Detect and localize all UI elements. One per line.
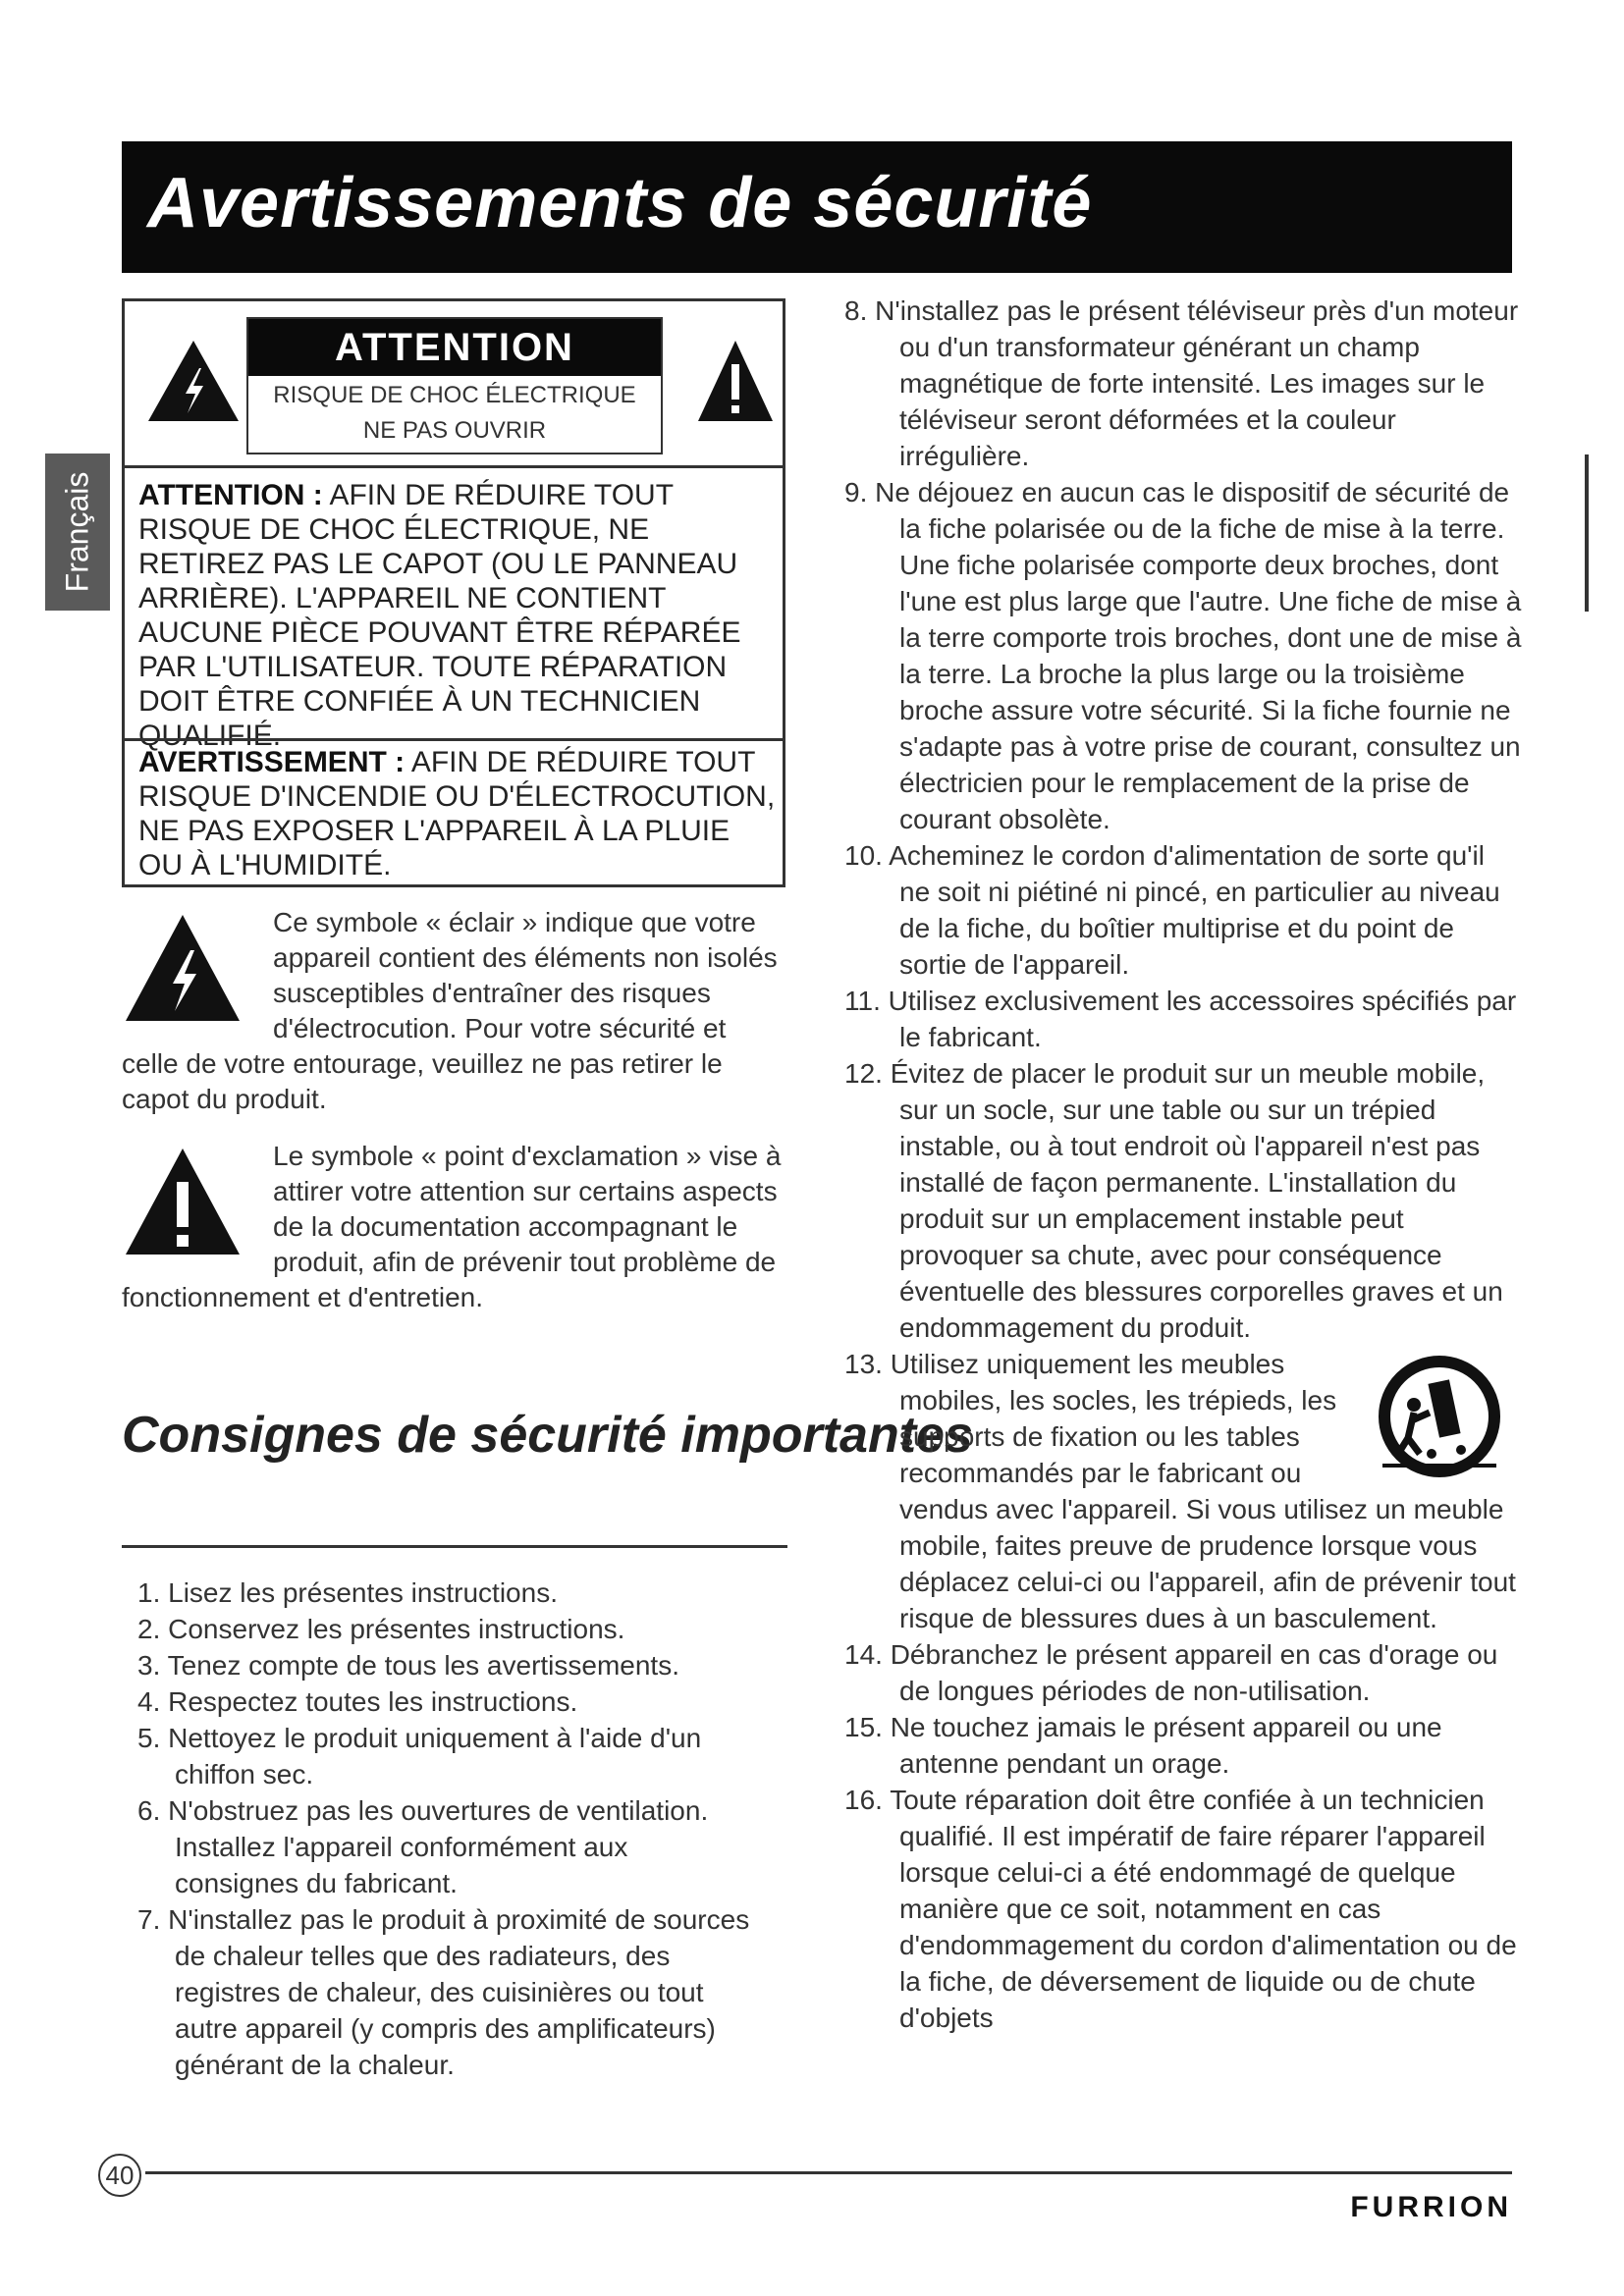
title-bar xyxy=(122,141,1512,273)
lightning-symbol-note xyxy=(122,905,789,1117)
warning-label: AVERTISSEMENT : xyxy=(138,746,406,778)
lightning-warning-icon xyxy=(146,339,241,423)
list-item: 7. N'installez pas le produit à proximité de sources de chaleur telles que des radiateurs, des registres de chaleur, des cuisinières ou tout autre appareil (y compris des amplificateurs) générant de la chaleur. xyxy=(137,1904,750,2080)
page-title: Avertissements de sécurité xyxy=(147,164,1093,242)
lightning-symbol-icon xyxy=(122,911,269,1025)
page-number: 40 xyxy=(98,2154,141,2197)
cart-tip-over-warning-icon xyxy=(1369,1356,1510,1477)
list-item: 3. Tenez compte de tous les avertissements. xyxy=(137,1650,679,1681)
list-item: 9. Ne déjouez en aucun cas le dispositif de sécurité de la fiche polarisée ou de la fiche de mise à la terre. Une fiche polarisée comporte deux broches, dont l'une est plus large que l'autre. Une fiche de mise à la terre comporte trois broches, dont une de mise à la terre. La broche la plus large ou la troisième broche assure votre sécurité. Si la fiche fournie ne s'adapte pas à votre prise de courant, consultez un électricien pour le remplacement de la prise de courant obsolète. xyxy=(844,477,1522,834)
caution-paragraph xyxy=(138,478,777,753)
section-divider xyxy=(122,1545,787,1548)
list-item: 4. Respectez toutes les instructions. xyxy=(137,1686,578,1717)
list-item: 6. N'obstruez pas les ouvertures de ventilation. Installez l'appareil conformément aux consignes du fabricant. xyxy=(137,1795,709,1898)
brand-logo: FURRION xyxy=(1350,2191,1512,2223)
warning-box-header xyxy=(125,301,783,468)
list-item: 14. Débranchez le présent appareil en cas d'orage ou de longues périodes de non-utilisation. xyxy=(844,1639,1498,1706)
list-item-text: 13. Utilisez uniquement les meubles mobiles, les socles, les trépieds, les supports de fixation ou les tables recommandés par le fabricant ou vendus avec l'appareil. Si vous utilisez un meuble mobile, faites preuve de prudence lorsque vous déplacez celui-ci ou l'appareil, afin de prévenir tout risque de blessures dues à un basculement. xyxy=(844,1349,1516,1633)
warning-divider xyxy=(125,738,783,741)
attention-title: ATTENTION xyxy=(248,319,661,376)
list-item: 8. N'installez pas le présent téléviseur près d'un moteur ou d'un transformateur générant un champ magnétique de forte intensité. Les images sur le téléviseur seront déformées et la couleur irrégulière. xyxy=(844,295,1519,471)
exclamation-symbol-text: Le symbole « point d'exclamation » vise à attirer votre attention sur certains aspects de la documentation accompagnant le produit, afin de prévenir tout problème de fonctionnement et d'entretien. xyxy=(122,1141,782,1312)
exclamation-warning-icon xyxy=(696,339,775,423)
instructions-list-right xyxy=(844,293,1522,2036)
exclamation-symbol-note xyxy=(122,1139,789,1315)
warning-box xyxy=(122,298,785,887)
instructions-list-left xyxy=(122,1575,750,2083)
risk-line-1: RISQUE DE CHOC ÉLECTRIQUE xyxy=(273,382,636,408)
warning-paragraph xyxy=(138,745,777,882)
list-item: 10. Acheminez le cordon d'alimentation de sorte qu'il ne soit ni piétiné ni pincé, en particulier au niveau de la fiche, du boîtier multiprise et du point de sortie de l'appareil. xyxy=(844,840,1500,980)
caution-label: ATTENTION : xyxy=(138,479,323,511)
list-item: 12. Évitez de placer le produit sur un meuble mobile, sur un socle, sur une table ou sur un trépied instable, ou à tout endroit où l'appareil n'est pas installé de façon permanente. L'installation du produit sur un emplacement instable peut provoquer sa chute, avec pour conséquence éventuelle des blessures corporelles graves et un endommagement du produit. xyxy=(844,1058,1503,1343)
list-item: 1. Lisez les présentes instructions. xyxy=(137,1577,558,1608)
caution-text: AFIN DE RÉDUIRE TOUT RISQUE DE CHOC ÉLECTRIQUE, NE RETIREZ PAS LE CAPOT (OU LE PANNEAU ARRIÈRE). L'APPAREIL NE CONTIENT AUCUNE PIÈCE POUVANT ÊTRE RÉPARÉE PAR L'UTILISATEUR. TOUTE RÉPARATION DOIT ÊTRE CONFIÉE À UN TECHNICIEN QUALIFIÉ. xyxy=(138,479,741,752)
warning-text: AFIN DE RÉDUIRE TOUT RISQUE D'INCENDIE OU D'ÉLECTROCUTION, NE PAS EXPOSER L'APPAREIL À LA PLUIE OU À L'HUMIDITÉ. xyxy=(138,746,776,881)
attention-label-box xyxy=(246,317,663,454)
list-item: 16. Toute réparation doit être confiée à un technicien qualifié. Il est impératif de faire réparer l'appareil lorsque celui-ci a été endommagé de quelque manière que ce soit, notamment en cas d'endommagement du cordon d'alimentation ou de la fiche, de déversement de liquide ou de chute d'objets xyxy=(844,1785,1517,2033)
lightning-symbol-text: Ce symbole « éclair » indique que votre appareil contient des éléments non isolés susceptibles d'entraîner des risques d'électrocution. Pour votre sécurité et celle de votre entourage, veuillez ne pas retirer le capot du produit. xyxy=(122,907,778,1114)
list-item-with-cart xyxy=(844,1346,1522,1636)
list-item: 11. Utilisez exclusivement les accessoires spécifiés par le fabricant. xyxy=(844,986,1517,1052)
margin-marker xyxy=(1585,454,1589,612)
risk-line-2: NE PAS OUVRIR xyxy=(362,417,547,444)
exclamation-symbol-icon xyxy=(122,1145,269,1258)
footer-divider xyxy=(145,2171,1512,2174)
list-item: 2. Conservez les présentes instructions. xyxy=(137,1614,625,1644)
language-tab-label: Français xyxy=(59,471,95,593)
list-item: 5. Nettoyez le produit uniquement à l'aide d'un chiffon sec. xyxy=(137,1723,702,1789)
language-tab xyxy=(45,454,110,611)
section-title: Consignes de sécurité importantes xyxy=(122,1407,973,1464)
list-item: 15. Ne touchez jamais le présent appareil ou une antenne pendant un orage. xyxy=(844,1712,1442,1779)
